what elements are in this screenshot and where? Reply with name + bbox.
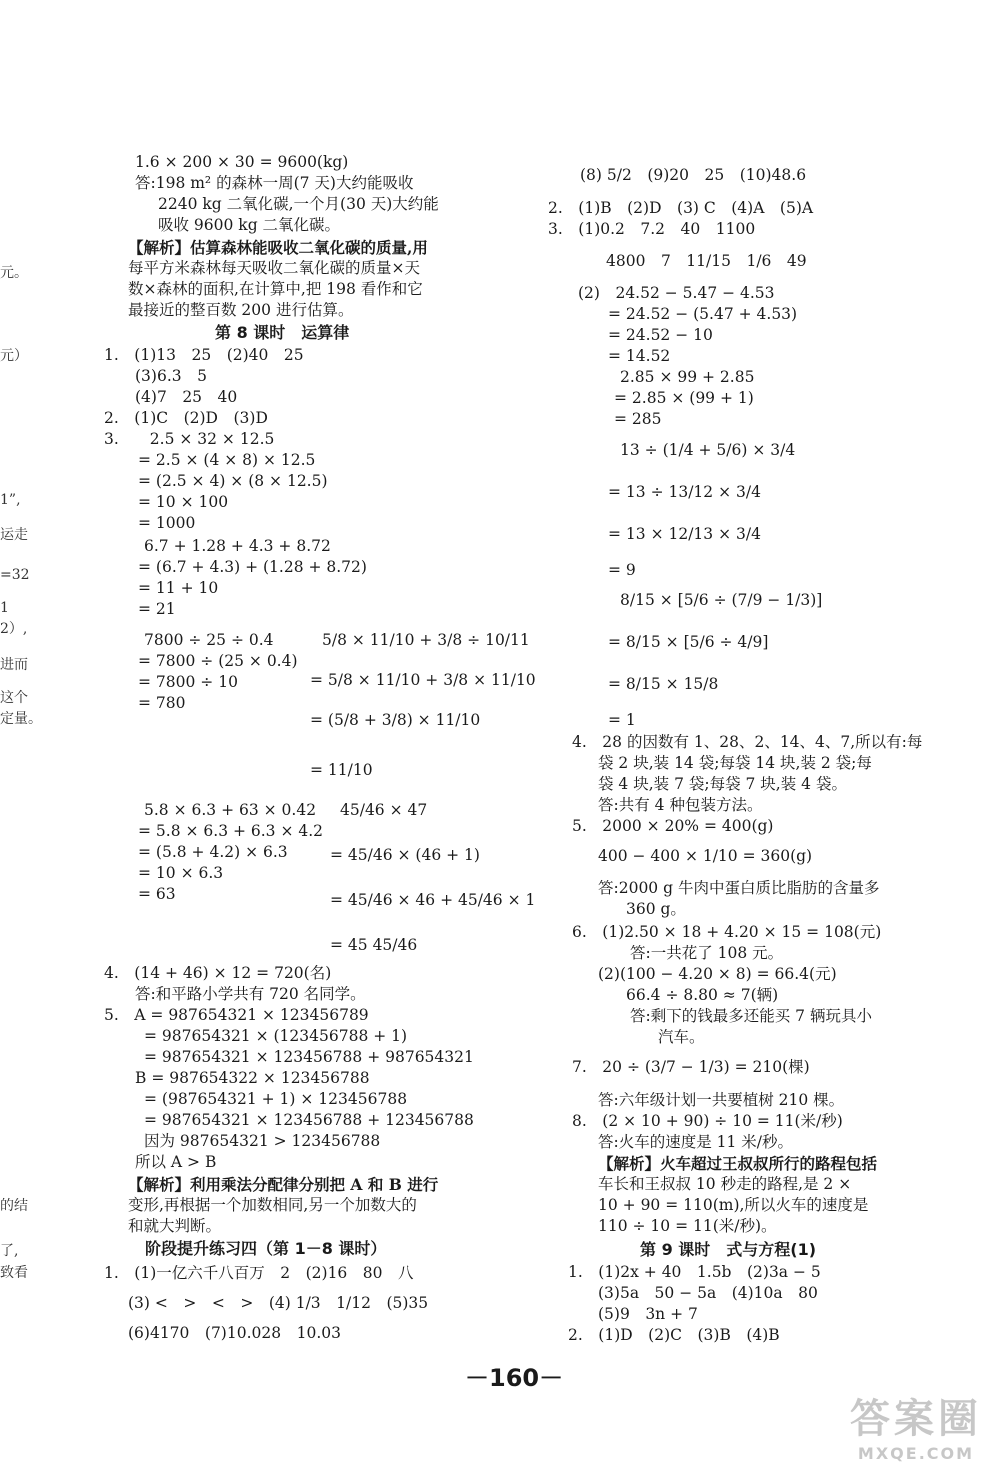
page-number: －160－: [465, 1364, 564, 1392]
watermark-url: MXQE.COM: [857, 1444, 975, 1463]
section-heading: 第 8 课时 运算律: [215, 323, 350, 342]
text-line: 360 g。: [626, 900, 686, 918]
text-line: = 7800 ÷ (25 × 0.4): [138, 652, 298, 670]
text-line: 答:六年级计划一共要植树 210 棵。: [598, 1091, 845, 1109]
text-line: = 8/15 × [5/6 ÷ 4/9]: [608, 633, 769, 651]
text-line: 吸收 9600 kg 二氧化碳。: [158, 216, 341, 234]
edge-text: 1: [0, 600, 9, 616]
text-line: = 8/15 × 15/8: [608, 675, 719, 693]
watermark: [850, 1387, 982, 1463]
text-line: 5. 2000 × 20% = 400(g): [572, 817, 774, 835]
edge-text: 进而: [0, 657, 28, 673]
text-line: = 10 × 6.3: [138, 864, 224, 882]
text-line: (5)9 3n + 7: [598, 1305, 698, 1323]
text-line: 4800 7 11/15 1/6 49: [606, 252, 807, 270]
text-line: = 10 × 100: [138, 493, 229, 511]
text-line: = 45/46 × (46 + 1): [330, 846, 480, 864]
text-line: 7. 20 ÷ (3/7 − 1/3) = 210(棵): [572, 1058, 810, 1076]
section-heading: 第 9 课时 式与方程(1): [640, 1240, 817, 1259]
text-line: (8) 5/2 (9)20 25 (10)48.6: [580, 166, 807, 184]
text-line: 1. (1)13 25 (2)40 25: [104, 346, 304, 364]
text-line: = 1: [608, 711, 636, 729]
text-line: = 987654321 × 123456788 + 123456788: [144, 1111, 474, 1129]
text-line: 因为 987654321 > 123456788: [144, 1132, 381, 1150]
text-line: (4)7 25 40: [135, 388, 238, 406]
text-line: 2. (1)B (2)D (3) C (4)A (5)A: [548, 199, 814, 217]
watermark-logo-text: 答案圈: [850, 1396, 982, 1442]
text-line: B = 987654322 × 123456788: [135, 1069, 370, 1087]
text-line: = (987654321 + 1) × 123456788: [144, 1090, 408, 1108]
text-line: (2) 24.52 − 5.47 − 4.53: [578, 284, 775, 302]
text-line: 最接近的整百数 200 进行估算。: [128, 301, 354, 319]
text-line: = 45 45/46: [330, 936, 418, 954]
text-line: 3. 2.5 × 32 × 12.5: [104, 430, 275, 448]
edge-text: 元）: [0, 348, 28, 364]
edge-text: 的结: [0, 1198, 28, 1214]
text-line: (2)(100 − 4.20 × 8) = 66.4(元): [598, 965, 837, 983]
text-line: 袋 2 块,装 14 袋;每袋 14 块,装 2 袋;每: [598, 754, 872, 772]
text-line: 4. 28 的因数有 1、28、2、14、4、7,所以有:每: [572, 733, 923, 751]
edge-text: =32: [0, 567, 30, 583]
text-line: 每平方米森林每天吸收二氧化碳的质量×天: [128, 259, 420, 277]
text-line: 2. (1)C (2)D (3)D: [104, 409, 268, 427]
text-line: 7800 ÷ 25 ÷ 0.4: [144, 631, 274, 649]
text-line: = 13 ÷ 13/12 × 3/4: [608, 483, 761, 501]
text-line: = 285: [614, 410, 662, 428]
text-line: 1. (1)一亿六千八百万 2 (2)16 80 八: [104, 1264, 414, 1282]
text-line: = (5.8 + 4.2) × 6.3: [138, 843, 288, 861]
edge-text: 致看: [0, 1265, 28, 1281]
text-line: = 5.8 × 6.3 + 6.3 × 4.2: [138, 822, 324, 840]
text-line: (3)5a 50 − 5a (4)10a 80: [598, 1284, 818, 1302]
text-line: = 2.5 × (4 × 8) × 12.5: [138, 451, 316, 469]
text-line: = (2.5 × 4) × (8 × 12.5): [138, 472, 328, 490]
text-line: = 21: [138, 600, 176, 618]
analysis-line: 【解析】利用乘法分配律分别把 A 和 B 进行: [128, 1175, 439, 1194]
text-line: = 24.52 − (5.47 + 4.53): [608, 305, 798, 323]
edge-text: 这个: [0, 690, 28, 706]
text-line: 3. (1)0.2 7.2 40 1100: [548, 220, 756, 238]
text-line: 答:共有 4 种包装方法。: [598, 796, 763, 814]
text-line: 5/8 × 11/10 + 3/8 ÷ 10/11: [322, 631, 530, 649]
edge-text: 定量。: [0, 711, 42, 727]
text-line: 答:剩下的钱最多还能买 7 辆玩具小: [630, 1007, 872, 1025]
analysis-line: 【解析】估算森林能吸收二氧化碳的质量,用: [128, 238, 428, 257]
text-line: 8/15 × [5/6 ÷ (7/9 − 1/3)]: [620, 591, 823, 609]
text-line: = (5/8 + 3/8) × 11/10: [310, 711, 481, 729]
text-line: = 7800 ÷ 10: [138, 673, 238, 691]
text-line: = 987654321 × (123456788 + 1): [144, 1027, 408, 1045]
text-line: = 2.85 × (99 + 1): [614, 389, 754, 407]
text-line: (3) < > < > (4) 1/3 1/12 (5)35: [128, 1294, 429, 1312]
text-line: 袋 4 块,装 7 袋;每袋 7 块,装 4 袋。: [598, 775, 847, 793]
edge-text: 运走: [0, 527, 28, 543]
text-line: 5. A = 987654321 × 123456789: [104, 1006, 369, 1024]
text-line: 10 + 90 = 110(m),所以火车的速度是: [598, 1196, 869, 1214]
text-line: = 780: [138, 694, 186, 712]
section-heading: 阶段提升练习四（第 1－8 课时）: [145, 1239, 387, 1258]
text-line: (3)6.3 5: [135, 367, 207, 385]
text-line: = 14.52: [608, 347, 671, 365]
text-line: = 24.52 − 10: [608, 326, 713, 344]
text-line: 答:和平路小学共有 720 名同学。: [135, 985, 366, 1003]
analysis-line: 【解析】火车超过王叔叔所行的路程包括: [598, 1154, 878, 1173]
text-line: = 987654321 × 123456788 + 987654321: [144, 1048, 474, 1066]
text-line: = 63: [138, 885, 176, 903]
text-line: 车长和王叔叔 10 秒走的路程,是 2 ×: [598, 1175, 852, 1193]
text-line: 1.6 × 200 × 30 = 9600(kg): [135, 153, 349, 171]
text-line: 答:2000 g 牛肉中蛋白质比脂肪的含量多: [598, 879, 880, 897]
edge-text: 元。: [0, 265, 28, 281]
text-line: 6. (1)2.50 × 18 + 4.20 × 15 = 108(元): [572, 923, 882, 941]
text-line: 4. (14 + 46) × 12 = 720(名): [104, 964, 332, 982]
edge-text: 了,: [0, 1243, 19, 1259]
text-line: = 1000: [138, 514, 196, 532]
text-line: = 9: [608, 561, 636, 579]
text-line: 和就大判断。: [128, 1217, 222, 1235]
text-line: 13 ÷ (1/4 + 5/6) × 3/4: [620, 441, 796, 459]
text-line: 45/46 × 47: [340, 801, 428, 819]
text-line: 答:198 m² 的森林一周(7 天)大约能吸收: [135, 174, 414, 192]
text-line: 400 − 400 × 1/10 = 360(g): [598, 847, 813, 865]
text-line: (6)4170 (7)10.028 10.03: [128, 1324, 341, 1342]
text-line: = 45/46 × 46 + 45/46 × 1: [330, 891, 536, 909]
text-line: 答:一共花了 108 元。: [630, 944, 784, 962]
edge-text: 1”,: [0, 492, 21, 508]
text-line: 8. (2 × 10 + 90) ÷ 10 = 11(米/秒): [572, 1112, 843, 1130]
text-line: 2. (1)D (2)C (3)B (4)B: [568, 1326, 780, 1344]
text-line: 5.8 × 6.3 + 63 × 0.42: [144, 801, 317, 819]
text-line: 所以 A > B: [135, 1153, 217, 1171]
text-line: 1. (1)2x + 40 1.5b (2)3a − 5: [568, 1263, 821, 1281]
text-line: = 5/8 × 11/10 + 3/8 × 11/10: [310, 671, 536, 689]
text-line: = 13 × 12/13 × 3/4: [608, 525, 761, 543]
text-line: 数×森林的面积,在计算中,把 198 看作和它: [128, 280, 423, 298]
text-line: = (6.7 + 4.3) + (1.28 + 8.72): [138, 558, 367, 576]
text-line: 答:火车的速度是 11 米/秒。: [598, 1133, 794, 1151]
text-line: 变形,再根据一个加数相同,另一个加数大的: [128, 1196, 417, 1214]
text-line: = 11/10: [310, 761, 373, 779]
text-line: = 11 + 10: [138, 579, 219, 597]
text-line: 110 ÷ 10 = 11(米/秒)。: [598, 1217, 777, 1235]
edge-text: 2）,: [0, 621, 28, 637]
text-line: 2.85 × 99 + 2.85: [620, 368, 755, 386]
text-line: 汽车。: [658, 1028, 705, 1046]
text-line: 2240 kg 二氧化碳,一个月(30 天)大约能: [158, 195, 439, 213]
text-line: 6.7 + 1.28 + 4.3 + 8.72: [144, 537, 331, 555]
text-line: 66.4 ÷ 8.80 ≈ 7(辆): [626, 986, 779, 1004]
